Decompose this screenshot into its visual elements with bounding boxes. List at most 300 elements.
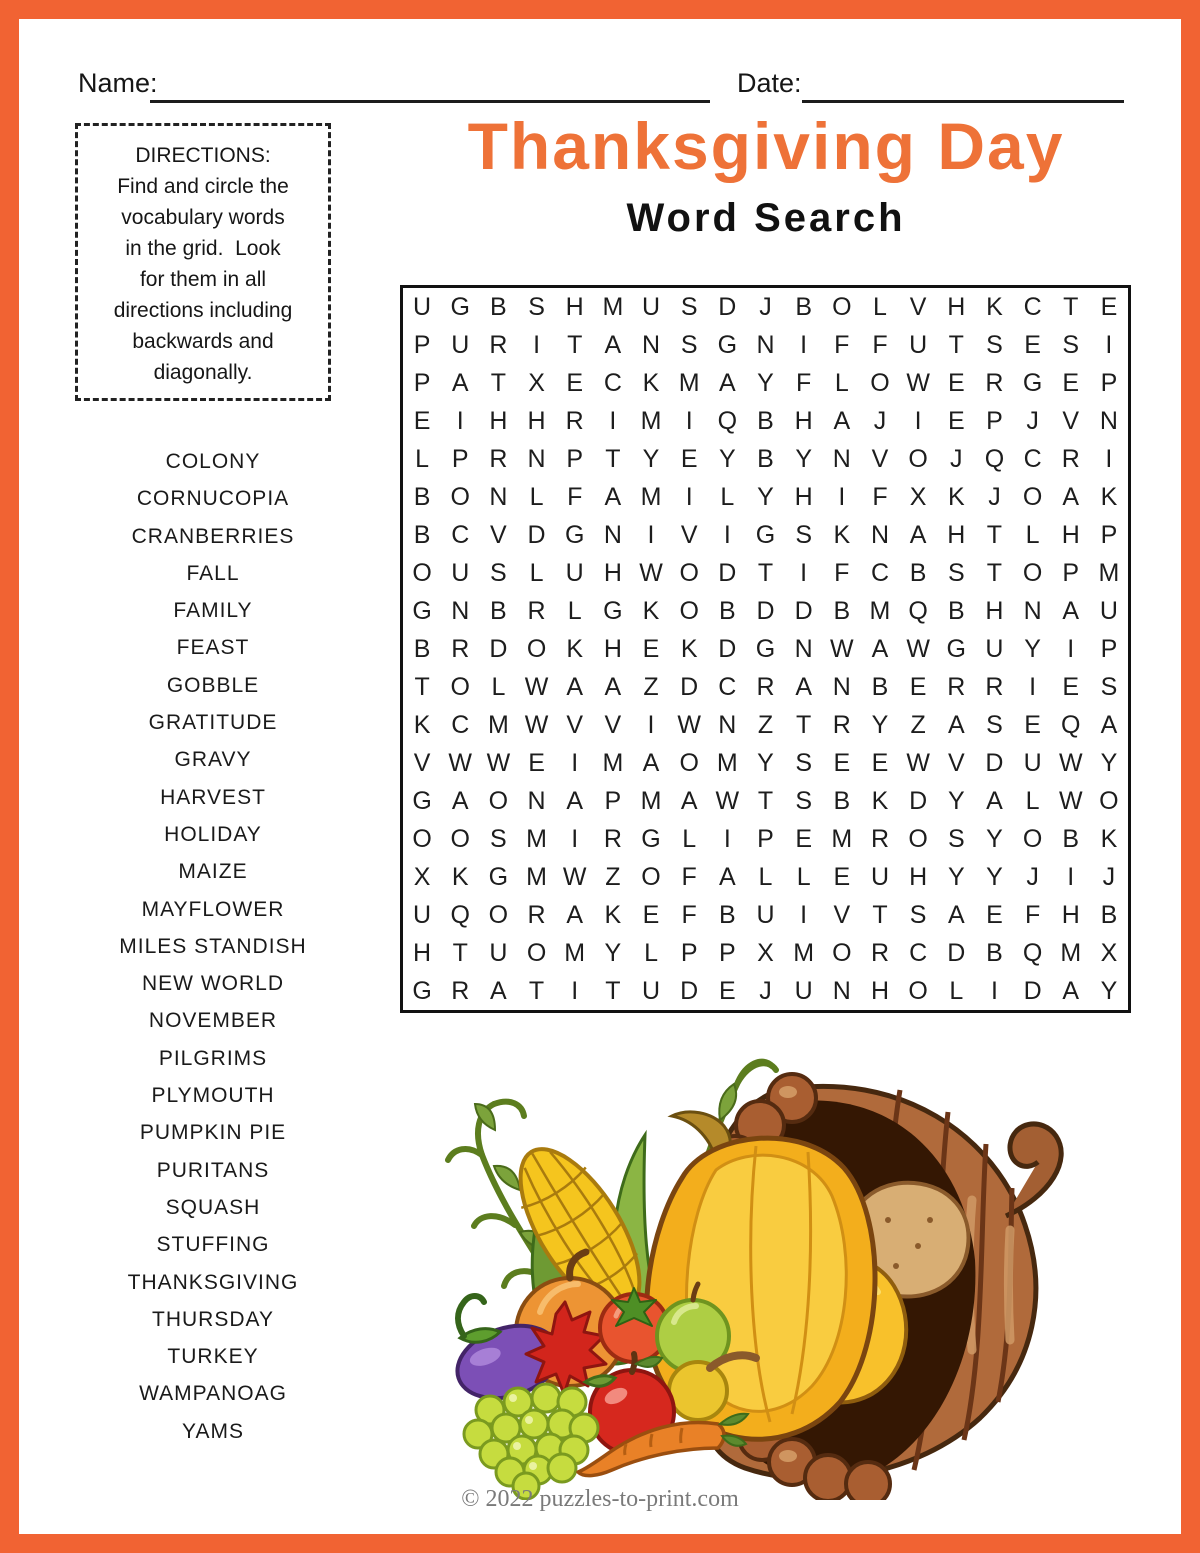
grid-letter: G (412, 976, 432, 1005)
grid-letter: O (679, 748, 699, 777)
word-search-grid (400, 285, 1131, 1013)
grid-letter: B (871, 672, 889, 701)
grid-letter: N (832, 444, 851, 473)
grid-letter: O (908, 444, 928, 473)
word-list-item: YAMS (182, 1419, 244, 1443)
grid-letter: E (718, 976, 736, 1005)
grid-letter: N (527, 786, 546, 815)
grid-letter: U (1023, 748, 1042, 777)
grid-letter: Y (642, 444, 660, 473)
grid-letter: X (909, 482, 927, 511)
grid-letter: H (947, 520, 966, 549)
grid-letter: Y (1024, 634, 1041, 663)
grid-letter: T (490, 368, 507, 397)
grid-letter: D (680, 672, 699, 701)
grid-letter: V (413, 748, 431, 777)
grid-letter: G (564, 520, 585, 549)
grid-letter: L (682, 824, 697, 853)
grid-letter: O (1022, 482, 1043, 511)
directions-line: directions including (113, 299, 293, 322)
grid-letter: P (1062, 558, 1080, 587)
grid-letter: S (490, 824, 507, 853)
grid-letter: R (870, 938, 889, 967)
grid-letter: R (489, 444, 508, 473)
grid-letter: A (642, 748, 660, 777)
grid-letter: L (1025, 520, 1040, 549)
grid-letter: R (832, 710, 851, 739)
grid-letter: O (679, 558, 699, 587)
grid-letter: E (947, 368, 965, 397)
grid-letter: I (456, 406, 464, 435)
grid-letter: M (716, 748, 738, 777)
grid-letter: B (1062, 824, 1080, 853)
grid-letter: A (947, 900, 965, 929)
directions-heading: DIRECTIONS: (135, 144, 271, 167)
grid-letter: X (413, 862, 431, 891)
grid-letter: T (757, 558, 774, 587)
grid-letter: W (715, 786, 740, 815)
word-list-item: THANKSGIVING (127, 1270, 299, 1294)
grid-letter: B (909, 558, 927, 587)
grid-letter: S (528, 292, 545, 321)
grid-letter: F (681, 900, 697, 929)
grid-letter: E (986, 900, 1003, 929)
word-list-item: PLYMOUTH (151, 1084, 275, 1108)
grid-letter: C (909, 938, 928, 967)
grid-letter: D (1023, 976, 1042, 1005)
grid-letter: U (413, 900, 432, 929)
grid-letter: N (832, 672, 851, 701)
grid-letter: S (795, 786, 812, 815)
grid-letter: Y (871, 710, 889, 739)
grid-letter: D (489, 634, 508, 663)
grid-letter: V (490, 520, 507, 549)
grid-letter: V (833, 900, 851, 929)
grid-letter: I (914, 406, 922, 435)
word-list-item: GOBBLE (166, 673, 260, 697)
grid-letter: G (450, 292, 470, 321)
grid-letter: O (450, 482, 470, 511)
grid-letter: T (414, 672, 430, 701)
grid-letter: T (986, 558, 1003, 587)
grid-letter: S (680, 292, 698, 321)
grid-letter: I (571, 824, 579, 853)
grid-letter: H (947, 292, 966, 321)
grid-letter: L (567, 596, 582, 625)
grid-letter: P (718, 938, 736, 967)
grid-letter: M (526, 824, 547, 853)
grid-letter: F (1024, 900, 1041, 929)
grid-letter: E (528, 748, 545, 777)
word-list-item: FALL (186, 561, 240, 585)
grid-letter: R (947, 672, 966, 701)
grid-letter: M (487, 710, 509, 739)
grid-letter: U (985, 634, 1004, 663)
grid-letter: Z (757, 710, 774, 739)
grid-letter: P (413, 330, 431, 359)
grid-letter: U (641, 976, 661, 1005)
grid-letter: P (986, 406, 1003, 435)
grid-letter: R (870, 824, 889, 853)
grid-letter: W (639, 558, 663, 587)
grid-letter: T (986, 520, 1003, 549)
grid-letter: P (680, 938, 698, 967)
grid-letter: Y (757, 748, 774, 777)
grid-letter: W (1058, 786, 1083, 815)
grid-letter: H (1061, 900, 1080, 929)
grid-letter: Q (908, 596, 928, 625)
grid-letter: V (1062, 406, 1080, 435)
grid-letter: M (1098, 558, 1120, 587)
grid-letter: B (947, 596, 965, 625)
grid-letter: A (1062, 482, 1080, 511)
grid-letter: E (1024, 330, 1041, 359)
grid-letter: C (870, 558, 889, 587)
date-blank-line (802, 100, 1124, 103)
grid-letter: G (603, 596, 623, 625)
grid-letter: J (950, 444, 963, 473)
grid-letter: D (718, 634, 737, 663)
grid-letter: L (491, 672, 506, 701)
grid-letter: D (947, 938, 966, 967)
grid-letter: H (489, 406, 508, 435)
grid-letter: M (564, 938, 586, 967)
grid-letter: A (833, 406, 851, 435)
grid-letter: I (800, 900, 808, 929)
grid-letter: F (834, 558, 850, 587)
grid-letter: P (757, 824, 774, 853)
grid-letter: O (526, 634, 547, 663)
grid-letter: N (718, 710, 737, 739)
grid-letter: L (644, 938, 658, 967)
grid-letter: T (872, 900, 888, 929)
page-title: Thanksgiving Day (467, 109, 1065, 183)
grid-letter: E (1062, 368, 1080, 397)
grid-letter: B (986, 938, 1003, 967)
grid-letter: Z (643, 672, 659, 701)
grid-letter: W (486, 748, 511, 777)
grid-letter: O (908, 976, 928, 1005)
grid-letter: L (415, 444, 430, 473)
directions-line: Find and circle the (117, 175, 289, 198)
word-list-item: HARVEST (160, 785, 266, 809)
grid-letter: O (832, 938, 852, 967)
grid-letter: Y (757, 368, 774, 397)
grid-letter: Q (984, 444, 1005, 473)
grid-letter: D (680, 976, 699, 1005)
grid-letter: W (906, 634, 930, 663)
grid-letter: T (605, 444, 621, 473)
grid-letter: W (448, 748, 473, 777)
grid-letter: S (986, 330, 1003, 359)
grid-letter: L (796, 862, 811, 891)
grid-letter: M (793, 938, 815, 967)
grid-letter: I (647, 710, 655, 739)
word-list-item: MAYFLOWER (141, 897, 285, 921)
grid-letter: E (1062, 672, 1080, 701)
grid-letter: A (566, 672, 584, 701)
grid-letter: P (1100, 634, 1118, 663)
grid-letter: B (757, 406, 774, 435)
grid-letter: F (872, 330, 888, 359)
grid-letter: A (451, 786, 469, 815)
grid-letter: B (718, 596, 736, 625)
grid-letter: H (794, 406, 813, 435)
grid-letter: W (830, 634, 854, 663)
word-list-item: GRAVY (174, 748, 252, 772)
grid-letter: O (1099, 786, 1119, 815)
directions-line: backwards and (132, 330, 274, 353)
grid-letter: A (947, 710, 965, 739)
grid-letter: W (906, 748, 930, 777)
grid-letter: I (723, 520, 731, 549)
name-label: Name: (78, 68, 158, 98)
grid-letter: O (679, 596, 699, 625)
grid-letter: O (832, 292, 852, 321)
directions-line: in the grid. Look (125, 237, 281, 260)
grid-letter: E (833, 862, 851, 891)
grid-letter: T (757, 786, 774, 815)
grid-letter: O (488, 900, 509, 929)
grid-letter: B (833, 786, 851, 815)
grid-letter: M (831, 824, 853, 853)
grid-letter: T (605, 976, 621, 1005)
grid-letter: A (1100, 710, 1118, 739)
grid-letter: W (524, 710, 549, 739)
grid-letter: T (452, 938, 468, 967)
grid-letter: Y (757, 482, 774, 511)
grid-letter: E (680, 444, 698, 473)
grid-letter: F (834, 330, 850, 359)
grid-letter: N (870, 520, 889, 549)
grid-letter: A (795, 672, 812, 701)
grid-letter: F (681, 862, 697, 891)
grid-letter: G (946, 634, 966, 663)
grid-letter: G (412, 786, 432, 815)
grid-letter: L (1025, 786, 1040, 815)
word-list-item: PURITANS (156, 1158, 270, 1182)
grid-letter: L (834, 368, 849, 397)
grid-letter: V (680, 520, 698, 549)
grid-letter: O (526, 938, 547, 967)
word-list (40, 443, 386, 1450)
word-list-item: MILES STANDISH (119, 934, 307, 958)
grid-letter: S (795, 748, 812, 777)
grid-letter: N (489, 482, 508, 511)
word-list-item: PUMPKIN PIE (139, 1121, 287, 1145)
grid-letter: S (795, 520, 812, 549)
grid-letter: X (757, 938, 774, 967)
grid-letter: E (833, 748, 851, 777)
grid-letter: Q (1022, 938, 1043, 967)
grid-letter: A (718, 862, 736, 891)
grid-letter: L (949, 976, 964, 1005)
grid-letter: Y (947, 862, 965, 891)
grid-letter: X (528, 368, 545, 397)
grid-letter: O (412, 824, 432, 853)
grid-letter: U (565, 558, 584, 587)
grid-letter: W (1058, 748, 1083, 777)
word-list-item: WAMPANOAG (139, 1382, 287, 1406)
grid-letter: J (1026, 862, 1039, 891)
grid-letter: T (567, 330, 583, 359)
grid-letter: G (488, 862, 509, 891)
grid-letter: T (1063, 292, 1079, 321)
grid-letter: R (527, 596, 546, 625)
grid-letter: O (1022, 824, 1043, 853)
grid-letter: O (450, 672, 470, 701)
copyright-text: © 2022 puzzles-to-print.com (461, 1486, 739, 1512)
grid-letter: X (1100, 938, 1118, 967)
grid-letter: A (909, 520, 927, 549)
grid-letter: D (794, 596, 813, 625)
grid-letter: F (796, 368, 812, 397)
grid-letter: Q (717, 406, 738, 435)
grid-letter: E (642, 634, 660, 663)
grid-letter: O (1022, 558, 1043, 587)
grid-letter: C (718, 672, 737, 701)
grid-letter: A (490, 976, 507, 1005)
grid-letter: O (641, 862, 661, 891)
grid-letter: W (562, 862, 587, 891)
grid-letter: V (604, 710, 622, 739)
grid-letter: G (755, 634, 776, 663)
grid-letter: S (947, 558, 965, 587)
grid-letter: B (757, 444, 774, 473)
word-list-item: NOVEMBER (148, 1009, 278, 1033)
grid-letter: C (1023, 444, 1042, 473)
grid-letter: R (527, 900, 546, 929)
grid-letter: E (1100, 292, 1118, 321)
grid-letter: G (717, 330, 738, 359)
grid-letter: W (677, 710, 701, 739)
grid-letter: K (1100, 482, 1118, 511)
grid-letter: E (871, 748, 889, 777)
grid-letter: B (1100, 900, 1118, 929)
grid-letter: L (758, 862, 773, 891)
grid-letter: P (566, 444, 584, 473)
word-list-item: SQUASH (165, 1195, 261, 1219)
grid-letter: I (990, 976, 998, 1005)
directions-line: diagonally. (153, 361, 253, 384)
grid-letter: E (1024, 710, 1041, 739)
grid-letter: S (1100, 672, 1118, 701)
grid-letter: Y (986, 824, 1003, 853)
grid-letter: E (413, 406, 431, 435)
grid-letter: D (718, 292, 737, 321)
grid-letter: Y (947, 786, 965, 815)
grid-letter: K (833, 520, 851, 549)
grid-letter: Y (1100, 748, 1118, 777)
grid-letter: R (603, 824, 622, 853)
grid-letter: V (947, 748, 965, 777)
grid-letter: M (678, 368, 700, 397)
cornucopia-illustration (420, 1020, 1080, 1500)
grid-letter: R (451, 976, 470, 1005)
grid-letter: K (1100, 824, 1118, 853)
grid-letter: N (794, 634, 813, 663)
word-list-item: TURKEY (167, 1345, 259, 1369)
grid-letter: L (873, 292, 887, 321)
grid-letter: U (451, 558, 470, 587)
grid-letter: H (870, 976, 889, 1005)
grid-letter: G (412, 596, 432, 625)
grid-letter: I (609, 406, 617, 435)
grid-letter: H (527, 406, 546, 435)
grid-letter: G (755, 520, 776, 549)
grid-letter: U (1099, 596, 1118, 625)
grid-letter: K (986, 292, 1003, 321)
grid-letter: Y (604, 938, 622, 967)
grid-letter: P (1100, 368, 1118, 397)
grid-letter: B (795, 292, 812, 321)
grid-letter: S (680, 330, 698, 359)
grid-letter: R (985, 368, 1004, 397)
grid-letter: O (488, 786, 509, 815)
grid-letter: B (833, 596, 851, 625)
grid-letter: A (451, 368, 469, 397)
grid-letter: K (680, 634, 698, 663)
word-list-item: FEAST (176, 636, 250, 660)
grid-letter: I (1029, 672, 1037, 701)
grid-letter: F (567, 482, 583, 511)
grid-letter: E (566, 368, 584, 397)
grid-letter: B (413, 482, 431, 511)
grid-letter: I (1067, 862, 1075, 891)
grid-letter: M (526, 862, 547, 891)
grid-letter: U (794, 976, 813, 1005)
grid-letter: S (986, 710, 1003, 739)
grid-letter: I (1105, 444, 1113, 473)
grid-letter: J (759, 292, 772, 321)
word-list-item: NEW WORLD (142, 972, 284, 996)
grid-letter: P (413, 368, 431, 397)
grid-letter: U (756, 900, 775, 929)
grid-letter: K (871, 786, 889, 815)
grid-letter: R (489, 330, 508, 359)
directions-box (75, 123, 331, 401)
grid-letter: B (490, 596, 507, 625)
grid-letter: O (450, 824, 470, 853)
grid-letter: N (527, 444, 546, 473)
grid-letter: J (873, 406, 887, 435)
grid-letter: C (603, 368, 622, 397)
grid-letter: B (718, 900, 736, 929)
grid-letter: A (604, 482, 622, 511)
grid-letter: Q (1061, 710, 1081, 739)
grid-letter: U (451, 330, 470, 359)
grid-letter: B (413, 634, 431, 663)
grid-letter: I (723, 824, 731, 853)
grid-letter: T (796, 710, 812, 739)
grid-letter: B (413, 520, 431, 549)
date-label: Date: (737, 68, 802, 98)
grid-letter: H (1061, 520, 1080, 549)
grid-letter: M (869, 596, 891, 625)
grid-letter: S (947, 824, 965, 853)
grid-letter: U (641, 292, 661, 321)
grid-letter: I (800, 330, 808, 359)
grid-letter: A (871, 634, 889, 663)
word-list-item: CRANBERRIES (131, 524, 295, 548)
grid-letter: S (1062, 330, 1080, 359)
grid-letter: P (1100, 520, 1118, 549)
grid-letter: D (527, 520, 546, 549)
grid-letter: C (451, 520, 470, 549)
grid-letter: J (1026, 406, 1039, 435)
directions-line: vocabulary words (121, 206, 285, 229)
grid-letter: I (571, 976, 579, 1005)
